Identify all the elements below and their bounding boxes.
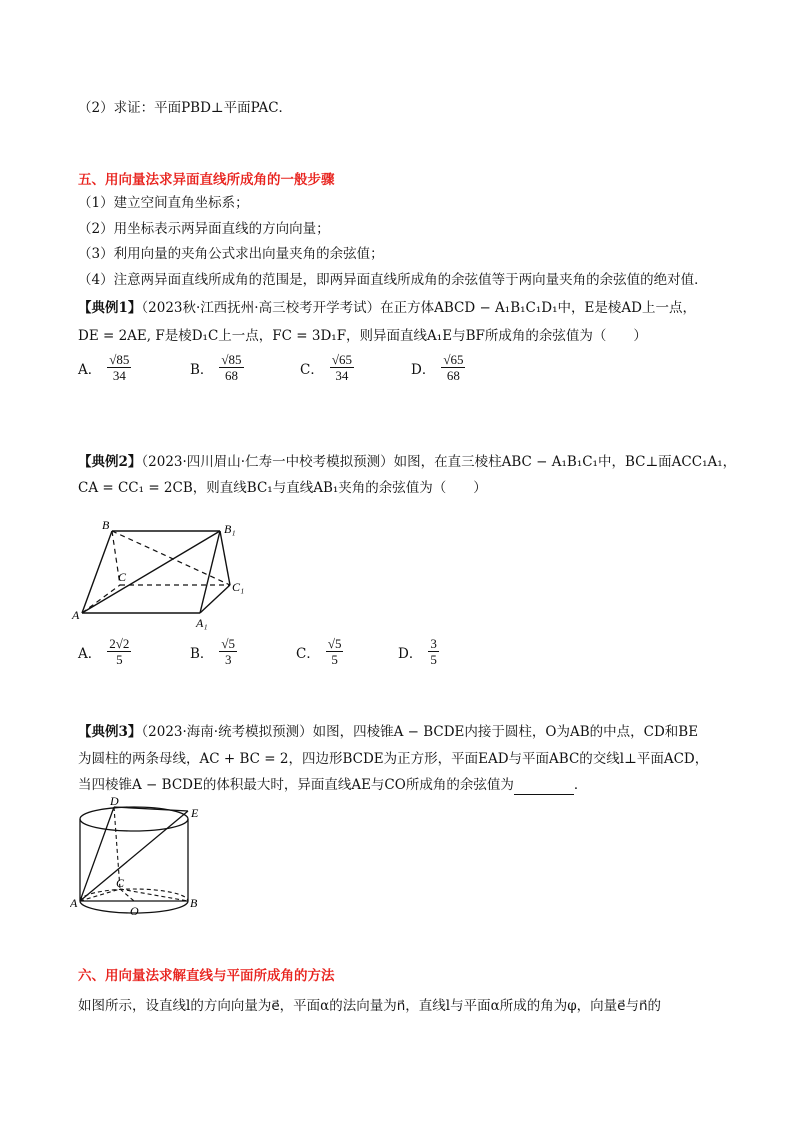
answer-blank bbox=[514, 780, 574, 795]
fraction-denominator: 5 bbox=[430, 652, 437, 667]
label-a: A bbox=[70, 896, 78, 910]
question-2: （2）求证：平面PBD⊥平面PAC． bbox=[78, 100, 293, 116]
label-c: C bbox=[118, 570, 127, 584]
label-b: B bbox=[102, 518, 110, 532]
label-e: E bbox=[191, 806, 199, 820]
example-2-option-c bbox=[296, 636, 343, 667]
example-3-line-2: 为圆柱的两条母线，AC + BC = 2，四边形BCDE为正方形，平面EAD与平面ABC的交线l⊥平面ACD， bbox=[78, 751, 709, 767]
option-fraction bbox=[428, 636, 439, 667]
step-3: （3）利用向量的夹角公式求出向量夹角的余弦值； bbox=[78, 246, 384, 262]
example-2-option-d bbox=[398, 636, 439, 667]
option-letter: D． bbox=[398, 645, 423, 662]
fraction-denominator: 5 bbox=[116, 652, 123, 667]
example-1-option-d bbox=[411, 352, 465, 383]
option-fraction bbox=[107, 636, 131, 667]
prism-figure bbox=[70, 515, 260, 630]
step-4: （4）注意两异面直线所成角的范围是，即两异面直线所成角的余弦值等于两向量夹角的余弦值的绝对值． bbox=[78, 272, 708, 288]
example-3-text-1: （2023·海南·统考模拟预测）如图，四棱锥A − BCDE内接于圆柱，O为AB的中点，CD和BE bbox=[141, 724, 699, 740]
section-6-title: 六、用向量法求解直线与平面所成角的方法 bbox=[78, 968, 335, 984]
example-3-line-1 bbox=[78, 722, 698, 742]
example-1-option-c bbox=[300, 352, 354, 383]
example-3-text-3: 当四棱锥A − BCDE的体积最大时，异面直线AE与CO所成角的余弦值为 bbox=[78, 777, 514, 793]
label-d: D bbox=[110, 795, 119, 808]
option-letter: B． bbox=[190, 645, 214, 662]
fraction-numerator: √65 bbox=[331, 352, 352, 367]
example-2-line-1 bbox=[78, 452, 736, 472]
example-2-tag: 【典例2】 bbox=[78, 454, 142, 470]
label-a1: A₁ bbox=[196, 616, 208, 630]
fraction-numerator: √85 bbox=[221, 352, 242, 367]
example-1-tag: 【典例1】 bbox=[78, 300, 142, 316]
example-1-option-a bbox=[78, 352, 131, 383]
label-b: B bbox=[190, 896, 198, 910]
example-1-line-2: DE = 2AE, F是棱D₁C上一点，FC = 3D₁F，则异面直线A₁E与BF所成角的余弦值为（ ） bbox=[78, 328, 647, 344]
step-1: （1）建立空间直角坐标系； bbox=[78, 195, 249, 211]
fraction-numerator: √85 bbox=[109, 352, 130, 367]
fraction-numerator: √65 bbox=[443, 352, 464, 367]
label-c: C bbox=[116, 876, 125, 890]
example-1-line-1 bbox=[78, 298, 696, 318]
example-2-option-a bbox=[78, 636, 131, 667]
label-o: O bbox=[130, 904, 139, 918]
section-5-title: 五、用向量法求异面直线所成角的一般步骤 bbox=[78, 172, 335, 188]
option-fraction bbox=[330, 352, 354, 383]
label-b1: B₁ bbox=[224, 522, 236, 536]
option-letter: C． bbox=[296, 645, 320, 662]
example-2-option-b bbox=[190, 636, 237, 667]
section-6-line-1: 如图所示，设直线l的方向向量为e⃗，平面α的法向量为n⃗，直线l与平面α所成的角为φ，向量e⃗与n⃗的 bbox=[78, 998, 662, 1014]
option-letter: B． bbox=[190, 361, 214, 378]
fraction-denominator: 34 bbox=[335, 368, 349, 383]
label-c1: C₁ bbox=[232, 580, 245, 594]
fraction-numerator: 3 bbox=[430, 636, 437, 651]
example-1-text-1: （2023秋·江西抚州·高三校考开学考试）在正方体ABCD − A₁B₁C₁D₁中，E是棱AD上一点， bbox=[141, 300, 696, 316]
cylinder-figure bbox=[70, 795, 210, 925]
example-2-text-1: （2023·四川眉山·仁寿一中校考模拟预测）如图，在直三棱柱ABC − A₁B₁C₁中，BC⊥面ACC₁A₁， bbox=[141, 454, 737, 470]
fraction-numerator: √5 bbox=[327, 636, 342, 651]
option-fraction bbox=[107, 352, 131, 383]
fraction-denominator: 34 bbox=[112, 368, 126, 383]
fraction-denominator: 68 bbox=[224, 368, 238, 383]
option-letter: D． bbox=[411, 361, 436, 378]
option-fraction bbox=[326, 636, 344, 667]
fraction-denominator: 68 bbox=[446, 368, 460, 383]
label-a: A bbox=[72, 608, 80, 622]
example-2-line-2: CA = CC₁ = 2CB，则直线BC₁与直线AB₁夹角的余弦值为（ ） bbox=[78, 480, 487, 496]
option-fraction bbox=[441, 352, 465, 383]
example-1-option-b bbox=[190, 352, 244, 383]
example-3-tag: 【典例3】 bbox=[78, 724, 142, 740]
option-fraction bbox=[219, 636, 237, 667]
fraction-numerator: √5 bbox=[221, 636, 236, 651]
example-3-period: ． bbox=[573, 777, 588, 793]
option-letter: A． bbox=[78, 361, 102, 378]
option-letter: A． bbox=[78, 645, 102, 662]
fraction-numerator: 2√2 bbox=[109, 636, 130, 651]
fraction-denominator: 5 bbox=[331, 652, 338, 667]
option-letter: C． bbox=[300, 361, 324, 378]
step-2: （2）用坐标表示两异面直线的方向向量； bbox=[78, 221, 330, 237]
option-fraction bbox=[219, 352, 243, 383]
example-3-line-3 bbox=[78, 775, 587, 795]
fraction-denominator: 3 bbox=[224, 652, 232, 667]
